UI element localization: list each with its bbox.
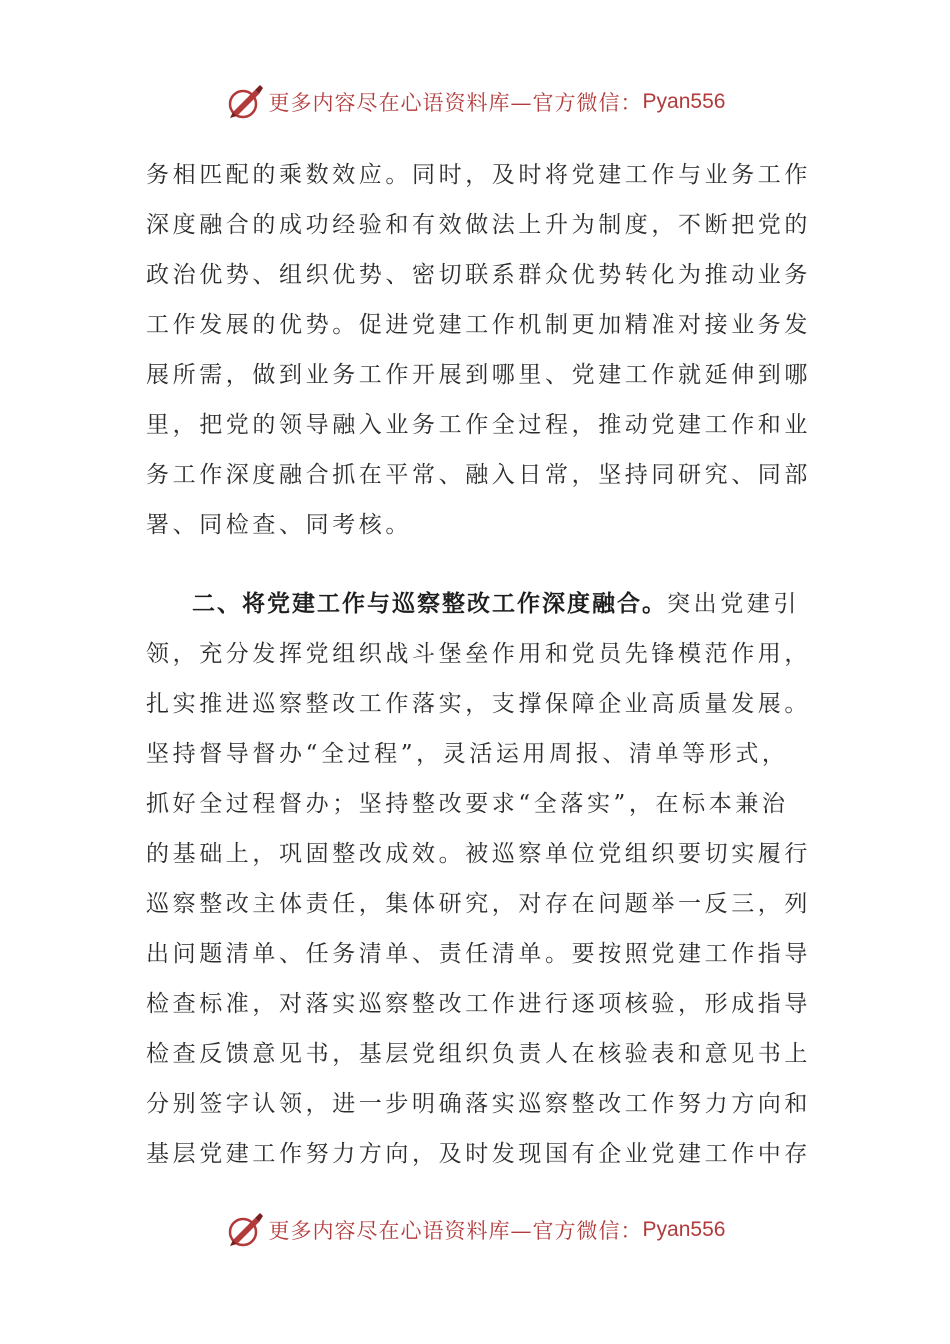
text-line: 里，把党的领导融入业务工作全过程，推动党建工作和业: [146, 412, 811, 438]
text-line: 检查反馈意见书，基层党组织负责人在核验表和意见书上: [146, 1041, 811, 1067]
paragraph-1: [146, 150, 811, 550]
section-heading-line: [146, 579, 800, 629]
text-line: 务相匹配的乘数效应。同时，及时将党建工作与业务工作: [146, 162, 811, 188]
text-line: 署、同检查、同考核。: [146, 512, 412, 538]
document-body: [146, 150, 811, 1179]
text-line: 巡察整改主体责任，集体研究，对存在问题举一反三，列: [146, 891, 811, 917]
text-line: 展所需，做到业务工作开展到哪里、党建工作就延伸到哪: [146, 362, 811, 388]
text-line: 政治优势、组织优势、密切联系群众优势转化为推动业务: [146, 262, 811, 288]
text-line: 检查标准，对落实巡察整改工作进行逐项核验，形成指导: [146, 991, 811, 1017]
text-line: 深度融合的成功经验和有效做法上升为制度，不断把党的: [146, 212, 811, 238]
text-run: 突出党建引: [667, 591, 800, 617]
wechat-id: Pyan556: [642, 1218, 726, 1241]
banner-text: 更多内容尽在心语资料库—官方微信：: [268, 91, 643, 115]
wechat-id: Pyan556: [642, 90, 726, 113]
paragraph-2: [146, 579, 811, 1179]
text-line: 抓好全过程督办；坚持整改要求“全落实”，在标本兼治: [146, 791, 789, 817]
text-line: 务工作深度融合抓在平常、融入日常，坚持同研究、同部: [146, 462, 811, 488]
text-line: 分别签字认领，进一步明确落实巡察整改工作努力方向和: [146, 1091, 811, 1117]
pen-logo-icon: [225, 82, 265, 122]
text-line: 坚持督导督办“全过程”，灵活运用周报、清单等形式，: [146, 741, 789, 767]
text-line: 领，充分发挥党组织战斗堡垒作用和党员先锋模范作用，: [146, 641, 811, 667]
text-line: 工作发展的优势。促进党建工作机制更加精准对接业务发: [146, 312, 811, 338]
text-line: 出问题清单、任务清单、责任清单。要按照党建工作指导: [146, 941, 811, 967]
pen-logo-icon: [225, 1210, 265, 1250]
text-line: 基层党建工作努力方向，及时发现国有企业党建工作中存: [146, 1141, 811, 1167]
header-banner: [0, 80, 950, 124]
section-heading: 二、将党建工作与巡察整改工作深度融合。: [192, 591, 667, 617]
footer-banner: [0, 1208, 950, 1252]
banner-text: 更多内容尽在心语资料库—官方微信：: [268, 1219, 643, 1243]
text-line: 扎实推进巡察整改工作落实，支撑保障企业高质量发展。: [146, 691, 811, 717]
text-line: 的基础上，巩固整改成效。被巡察单位党组织要切实履行: [146, 841, 811, 867]
